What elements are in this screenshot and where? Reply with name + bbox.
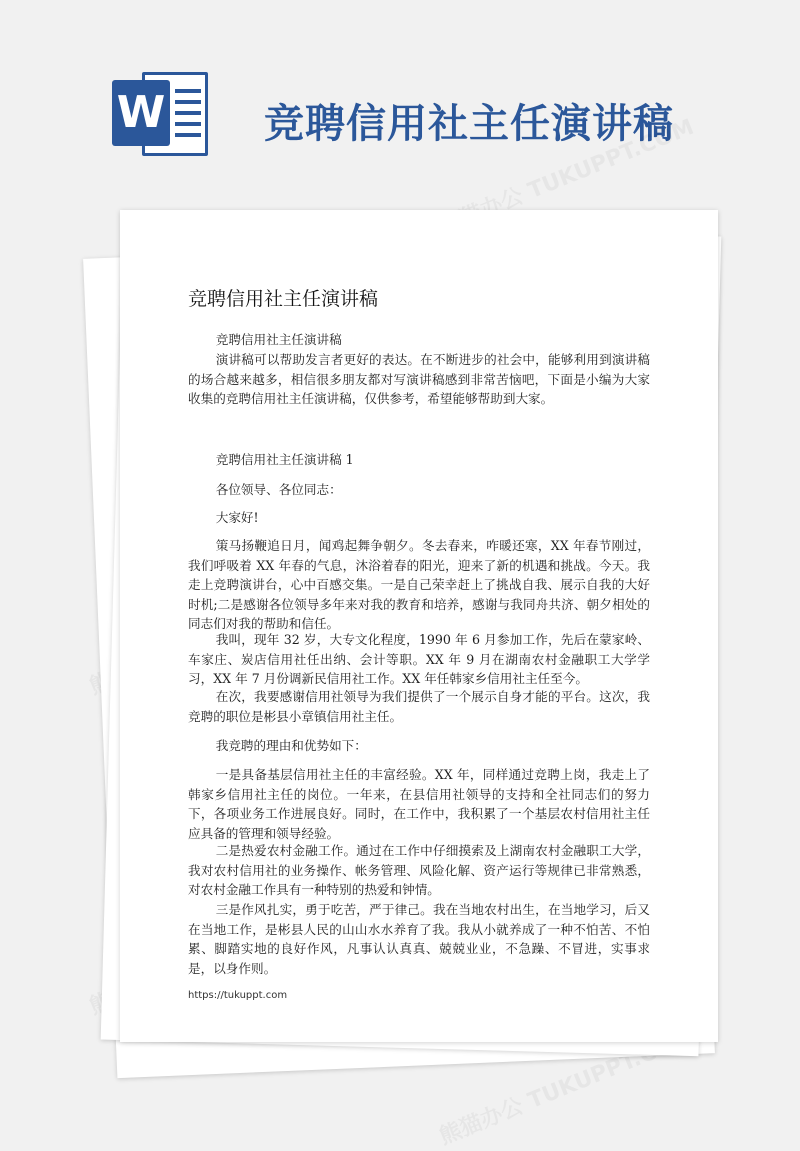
- paragraph: 竞聘信用社主任演讲稿: [215, 332, 342, 347]
- paragraph: 策马扬鞭追日月，闻鸡起舞争朝夕。冬去春来，咋暖还寒，XX 年春节刚过，我们呼吸着 XX 年春的气息，沐浴着春的阳光，迎来了新的机遇和挑战。今天。我走上竞聘演讲台，心中百感交集。一是自己荣幸赶上了挑战自我、展示自我的大好时机;二是感谢各位领导多年来对我的教育和培养，感谢与我同舟共济、朝夕相处的同志们对我的帮助和信任。: [188, 538, 650, 631]
- footer-url: https://tukuppt.com: [188, 990, 288, 1001]
- paragraph: 我叫，现年 32 岁，大专文化程度，1990 年 6 月参加工作，先后在蒙家岭、车家庄、炭店信用社任出纳、会计等职。XX 年 9 月在湖南农村金融职工大学学习，XX 年 7 月份调新民信用社工作。XX 年任韩家乡信用社主任至今。: [188, 632, 650, 686]
- paragraph: 一是具备基层信用社主任的丰富经验。XX 年，同样通过竞聘上岗，我走上了韩家乡信用社主任的岗位。一年来，在县信用社领导的支持和全社同志们的努力下，各项业务工作进展良好。同时，在工作中，我积累了一个基层农村信用社主任应具备的管理和领导经验。: [188, 767, 650, 841]
- paragraph: 各位领导、各位同志：: [215, 482, 342, 497]
- banner: [0, 0, 800, 200]
- paragraph: 在次，我要感谢信用社领导为我们提供了一个展示自身才能的平台。这次，我竞聘的职位是彬县小章镇信用社主任。: [188, 689, 650, 724]
- document-title: 竞聘信用社主任演讲稿: [188, 288, 379, 310]
- paragraph: 二是热爱农村金融工作。通过在工作中仔细摸索及上湖南农村金融职工大学，我对农村信用社的业务操作、帐务管理、风险化解、资产运行等规律已非常熟悉，对农村金融工作具有一种特别的热爱和钟情。: [188, 843, 650, 897]
- paragraph: 演讲稿可以帮助发言者更好的表达。在不断进步的社会中，能够利用到演讲稿的场合越来越多，相信很多朋友都对写演讲稿感到非常苦恼吧，下面是小编为大家收集的竞聘信用社主任演讲稿，仅供参考，希望能够帮助到大家。: [188, 352, 650, 406]
- word-document-icon: [108, 70, 212, 158]
- paragraph: 竞聘信用社主任演讲稿 1: [215, 452, 354, 467]
- paragraph: 三是作风扎实，勇于吃苦，严于律己。我在当地农村出生，在当地学习，后又在当地工作，是彬县人民的山山水水养育了我。我从小就养成了一种不怕苦、不怕累、脚踏实地的良好作风，凡事认认真真、兢兢业业，不急躁、不冒进，实事求是，以身作则。: [188, 902, 650, 976]
- word-icon-letter: W: [112, 80, 170, 146]
- banner-title: 竞聘信用社主任演讲稿: [264, 101, 674, 147]
- paragraph: 大家好!: [215, 510, 259, 525]
- paragraph: 我竞聘的理由和优势如下：: [215, 738, 367, 753]
- document-page: [120, 210, 718, 1042]
